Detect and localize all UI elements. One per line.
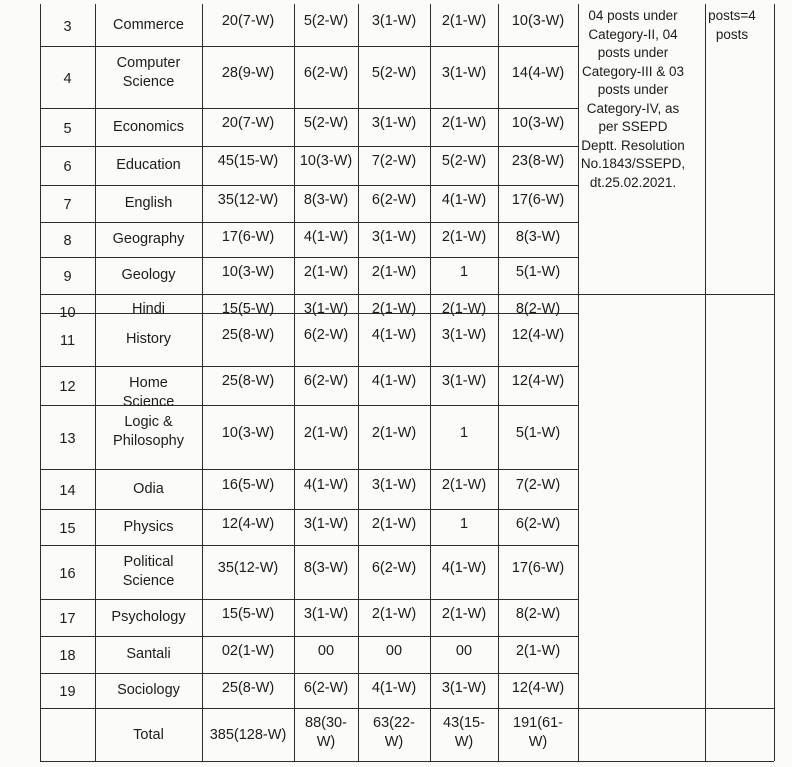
subject-name: Sociology (117, 682, 180, 698)
category-v-posts: 12(4-W) (511, 680, 565, 696)
category-v-posts: 17(6-W) (511, 192, 565, 208)
total-posts: 15(5-W) (221, 606, 275, 622)
remarks-note: 04 posts under Category-II, 04 posts under Category-III & 03 posts under Category-IV, as per SSEPD Deptt. Resolution No.1843/SSEPD, dt.25.02.2021. (580, 8, 686, 190)
subject-name: Economics (113, 118, 184, 135)
category-ii-posts: 5(2-W) (303, 12, 349, 29)
category-v-posts: 12(4-W) (511, 327, 565, 343)
category-iii-posts: 3(1-W) (371, 476, 417, 493)
column-divider (705, 4, 706, 761)
total-posts: 10(3-W) (221, 264, 275, 280)
remarks-divider (578, 708, 774, 709)
total-category-ii: 88(30- W) (305, 715, 347, 750)
serial-number: 4 (63, 70, 72, 87)
category-ii-posts: 4(1-W) (303, 476, 349, 493)
category-ii-posts: 00 (317, 643, 335, 659)
category-v-posts: 8(3-W) (515, 229, 561, 245)
grand-total: 385(128-W) (209, 727, 287, 743)
category-iii-posts: 7(2-W) (371, 153, 417, 169)
subject-name: Commerce (113, 16, 184, 33)
category-v-posts: 8(2-W) (515, 606, 561, 622)
category-v-posts: 17(6-W) (511, 559, 565, 576)
category-ii-posts: 2(1-W) (303, 424, 349, 441)
category-iii-posts: 6(2-W) (371, 559, 417, 576)
serial-number: 11 (59, 333, 76, 349)
serial-number: 3 (63, 18, 72, 35)
subject-name: Computer Science (116, 55, 181, 90)
category-iv-posts: 3(1-W) (441, 373, 487, 389)
category-iv-posts: 1 (459, 264, 469, 280)
category-v-posts: 5(1-W) (515, 424, 561, 441)
category-iii-posts: 00 (385, 643, 403, 659)
serial-number: 5 (63, 120, 72, 137)
category-ii-posts: 6(2-W) (303, 327, 349, 343)
remarks-divider (578, 294, 774, 295)
total-posts: 10(3-W) (221, 424, 275, 441)
total-posts: 25(8-W) (221, 327, 275, 343)
category-iv-posts: 00 (455, 643, 473, 659)
subject-name: Logic & Philosophy (113, 414, 184, 449)
category-ii-posts: 8(3-W) (303, 192, 349, 208)
serial-number: 10 (59, 305, 76, 321)
subject-name: Geography (112, 231, 185, 247)
category-iv-posts: 2(1-W) (441, 606, 487, 622)
serial-number: 18 (59, 648, 76, 664)
total-posts: 45(15-W) (217, 153, 279, 169)
total-posts: 02(1-W) (221, 643, 275, 659)
category-ii-posts: 2(1-W) (303, 264, 349, 280)
total-posts: 20(7-W) (221, 115, 275, 131)
serial-number: 6 (63, 159, 72, 175)
total-posts: 28(9-W) (221, 64, 275, 81)
total-category-iii: 63(22- W) (373, 715, 415, 750)
category-iv-posts: 3(1-W) (441, 327, 487, 343)
category-iv-posts: 4(1-W) (441, 192, 487, 208)
category-v-posts: 14(4-W) (511, 64, 565, 81)
category-iv-posts: 2(1-W) (441, 301, 487, 317)
category-iv-posts: 5(2-W) (441, 153, 487, 169)
column-divider (774, 4, 775, 761)
subject-name: Psychology (111, 609, 186, 625)
subject-name: Santali (126, 646, 171, 662)
category-ii-posts: 6(2-W) (303, 680, 349, 696)
reservation-table (40, 4, 774, 761)
serial-number: 14 (59, 482, 76, 499)
total-posts: 25(8-W) (221, 373, 275, 389)
total-posts: 20(7-W) (221, 12, 275, 29)
category-v-posts: 8(2-W) (515, 301, 561, 317)
category-ii-posts: 3(1-W) (303, 516, 349, 532)
category-iii-posts: 2(1-W) (371, 606, 417, 622)
category-iv-posts: 3(1-W) (441, 64, 487, 81)
category-iv-posts: 2(1-W) (441, 229, 487, 245)
category-iii-posts: 4(1-W) (371, 373, 417, 389)
serial-number: 19 (59, 684, 76, 700)
serial-number: 8 (63, 233, 72, 249)
category-iii-posts: 3(1-W) (371, 12, 417, 29)
category-iii-posts: 5(2-W) (371, 64, 417, 81)
category-ii-posts: 4(1-W) (303, 229, 349, 245)
category-ii-posts: 3(1-W) (303, 606, 349, 622)
subject-name: Education (116, 157, 181, 173)
serial-number: 12 (59, 379, 76, 395)
category-v-posts: 12(4-W) (511, 373, 565, 389)
remarks-posts: posts=4 posts (708, 8, 756, 42)
category-iii-posts: 4(1-W) (371, 680, 417, 696)
total-posts: 25(8-W) (221, 680, 275, 696)
category-iii-posts: 3(1-W) (371, 115, 417, 131)
category-iv-posts: 1 (459, 424, 469, 441)
category-iii-posts: 4(1-W) (371, 327, 417, 343)
subject-name: Home Science (122, 375, 175, 410)
category-iii-posts: 2(1-W) (371, 424, 417, 441)
total-posts: 16(5-W) (221, 476, 275, 493)
category-iv-posts: 2(1-W) (441, 476, 487, 493)
category-iv-posts: 3(1-W) (441, 680, 487, 696)
category-ii-posts: 8(3-W) (303, 559, 349, 576)
serial-number: 9 (63, 269, 72, 285)
serial-number: 16 (59, 565, 76, 582)
category-ii-posts: 10(3-W) (299, 153, 353, 169)
subject-name: Hindi (131, 301, 166, 317)
row-divider (40, 761, 578, 762)
subject-name: History (125, 331, 172, 347)
category-v-posts: 10(3-W) (511, 12, 565, 29)
category-iv-posts: 2(1-W) (441, 12, 487, 29)
total-category-iv: 43(15- W) (443, 715, 485, 750)
serial-number: 13 (59, 430, 76, 447)
category-v-posts: 5(1-W) (515, 264, 561, 280)
subject-name: Physics (123, 518, 174, 535)
category-iii-posts: 6(2-W) (371, 192, 417, 208)
serial-number: 15 (59, 520, 76, 537)
category-iv-posts: 1 (459, 516, 469, 532)
category-iii-posts: 3(1-W) (371, 229, 417, 245)
subject-name: Odia (133, 480, 164, 497)
subject-name: English (124, 195, 173, 211)
category-iii-posts: 2(1-W) (371, 301, 417, 317)
serial-number: 7 (63, 197, 72, 213)
total-posts: 35(12-W) (217, 559, 279, 576)
category-v-posts: 23(8-W) (511, 153, 565, 169)
serial-number: 17 (59, 611, 76, 627)
subject-name: Political Science (122, 554, 175, 589)
category-iv-posts: 2(1-W) (441, 115, 487, 131)
category-v-posts: 10(3-W) (511, 115, 565, 131)
category-ii-posts: 3(1-W) (303, 301, 349, 317)
total-posts: 35(12-W) (217, 192, 279, 208)
subject-name: Geology (121, 267, 176, 283)
total-posts: 12(4-W) (221, 516, 275, 532)
category-iv-posts: 4(1-W) (441, 559, 487, 576)
category-v-posts: 7(2-W) (515, 476, 561, 493)
table-bottom-border (578, 761, 774, 762)
category-ii-posts: 6(2-W) (303, 373, 349, 389)
category-iii-posts: 2(1-W) (371, 264, 417, 280)
category-ii-posts: 5(2-W) (303, 115, 349, 131)
category-ii-posts: 6(2-W) (303, 64, 349, 81)
total-category-v: 191(61- W) (513, 715, 563, 750)
category-v-posts: 2(1-W) (515, 643, 561, 659)
total-posts: 15(5-W) (221, 301, 275, 317)
total-posts: 17(6-W) (221, 229, 275, 245)
category-v-posts: 6(2-W) (515, 516, 561, 532)
category-iii-posts: 2(1-W) (371, 516, 417, 532)
total-label: Total (133, 727, 164, 743)
